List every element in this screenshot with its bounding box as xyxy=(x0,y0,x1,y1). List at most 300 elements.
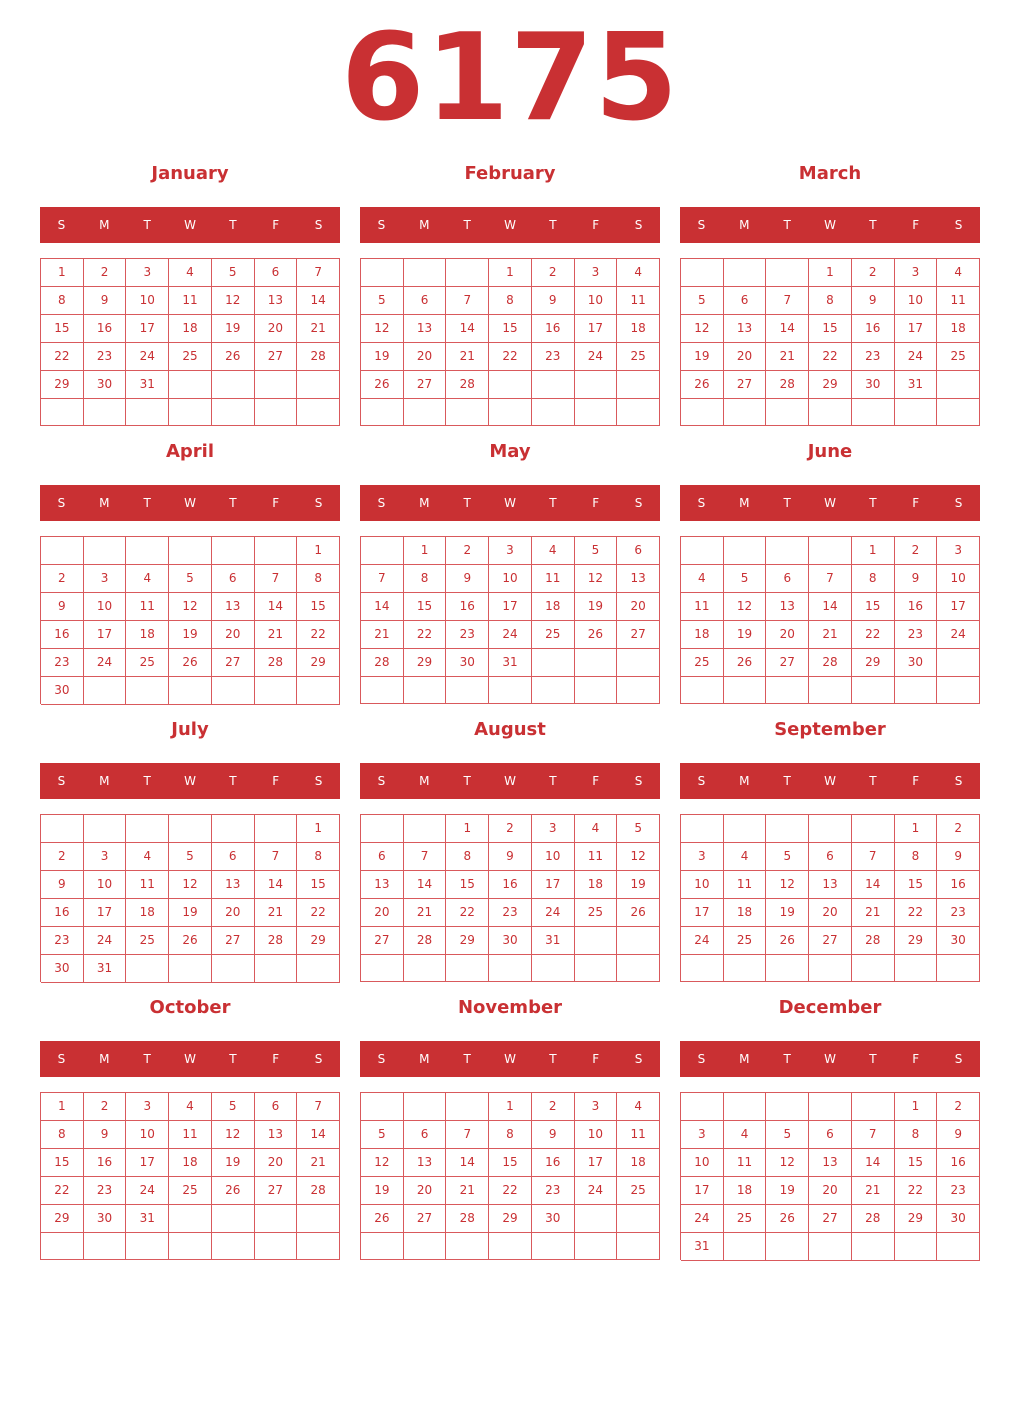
day-cell: 11 xyxy=(575,843,618,871)
day-cell: 6 xyxy=(809,1121,852,1149)
empty-day-cell xyxy=(681,537,724,565)
weekday-label: M xyxy=(99,496,110,510)
day-cell: 4 xyxy=(724,1121,767,1149)
empty-day-cell xyxy=(404,677,447,704)
weekday-label: T xyxy=(463,496,471,510)
empty-day-cell xyxy=(41,399,84,426)
empty-day-cell xyxy=(617,955,660,982)
day-cell: 9 xyxy=(532,287,575,315)
weekday-label: F xyxy=(272,496,280,510)
day-cell: 26 xyxy=(361,371,404,399)
day-cell: 18 xyxy=(126,621,169,649)
weekday-header xyxy=(680,1041,980,1077)
day-cell: 12 xyxy=(766,1149,809,1177)
weekday-header xyxy=(360,763,660,799)
weekday-label: M xyxy=(739,774,750,788)
day-cell: 31 xyxy=(84,955,127,983)
day-cell: 8 xyxy=(446,843,489,871)
day-cell: 20 xyxy=(255,315,298,343)
day-cell: 20 xyxy=(404,343,447,371)
weekday-label: W xyxy=(824,496,836,510)
empty-day-cell xyxy=(255,1205,298,1233)
empty-day-cell xyxy=(575,955,618,982)
weekday-label: S xyxy=(57,1052,66,1066)
day-cell: 27 xyxy=(212,927,255,955)
day-cell: 20 xyxy=(361,899,404,927)
days-grid xyxy=(680,258,980,426)
day-cell: 10 xyxy=(575,1121,618,1149)
day-cell: 3 xyxy=(575,1093,618,1121)
day-cell: 22 xyxy=(297,899,340,927)
day-cell: 9 xyxy=(489,843,532,871)
day-cell: 14 xyxy=(297,287,340,315)
weekday-label: T xyxy=(783,1052,791,1066)
day-cell: 10 xyxy=(532,843,575,871)
empty-day-cell xyxy=(361,537,404,565)
empty-day-cell xyxy=(361,1233,404,1260)
day-cell: 8 xyxy=(895,1121,938,1149)
day-cell: 10 xyxy=(126,1121,169,1149)
day-cell: 25 xyxy=(617,343,660,371)
day-cell: 11 xyxy=(724,871,767,899)
day-cell: 3 xyxy=(895,259,938,287)
weekday-label: W xyxy=(504,496,516,510)
day-cell: 24 xyxy=(575,343,618,371)
weekday-label: S xyxy=(314,774,323,788)
day-cell: 2 xyxy=(84,259,127,287)
day-cell: 7 xyxy=(446,1121,489,1149)
day-cell: 8 xyxy=(297,843,340,871)
day-cell: 6 xyxy=(361,843,404,871)
empty-day-cell xyxy=(404,815,447,843)
day-cell: 19 xyxy=(724,621,767,649)
day-cell: 12 xyxy=(766,871,809,899)
weekday-label: S xyxy=(954,1052,963,1066)
day-cell: 3 xyxy=(937,537,980,565)
empty-day-cell xyxy=(532,955,575,982)
day-cell: 26 xyxy=(766,927,809,955)
day-cell: 10 xyxy=(681,871,724,899)
day-cell: 1 xyxy=(297,815,340,843)
weekday-label: M xyxy=(739,218,750,232)
day-cell: 20 xyxy=(809,899,852,927)
day-cell: 18 xyxy=(617,315,660,343)
empty-day-cell xyxy=(852,399,895,426)
empty-day-cell xyxy=(724,1093,767,1121)
empty-day-cell xyxy=(809,955,852,982)
weekday-label: T xyxy=(463,1052,471,1066)
day-cell: 4 xyxy=(681,565,724,593)
day-cell: 10 xyxy=(84,593,127,621)
day-cell: 25 xyxy=(937,343,980,371)
day-cell: 19 xyxy=(212,315,255,343)
empty-day-cell xyxy=(575,1233,618,1260)
day-cell: 1 xyxy=(809,259,852,287)
day-cell: 18 xyxy=(681,621,724,649)
weekday-label: F xyxy=(912,496,920,510)
empty-day-cell xyxy=(446,677,489,704)
empty-day-cell xyxy=(361,677,404,704)
empty-day-cell xyxy=(575,649,618,677)
day-cell: 9 xyxy=(84,1121,127,1149)
day-cell: 2 xyxy=(41,843,84,871)
day-cell: 16 xyxy=(937,1149,980,1177)
empty-day-cell xyxy=(575,927,618,955)
day-cell: 15 xyxy=(297,871,340,899)
day-cell: 19 xyxy=(361,343,404,371)
empty-day-cell xyxy=(297,1233,340,1260)
empty-day-cell xyxy=(126,537,169,565)
day-cell: 13 xyxy=(255,1121,298,1149)
empty-day-cell xyxy=(809,1233,852,1261)
day-cell: 15 xyxy=(404,593,447,621)
day-cell: 28 xyxy=(852,1205,895,1233)
day-cell: 15 xyxy=(895,871,938,899)
days-grid xyxy=(360,536,660,704)
day-cell: 6 xyxy=(766,565,809,593)
days-grid xyxy=(680,1092,980,1260)
day-cell: 7 xyxy=(297,1093,340,1121)
day-cell: 21 xyxy=(446,343,489,371)
day-cell: 28 xyxy=(446,371,489,399)
day-cell: 13 xyxy=(809,871,852,899)
day-cell: 2 xyxy=(84,1093,127,1121)
day-cell: 26 xyxy=(617,899,660,927)
day-cell: 23 xyxy=(84,1177,127,1205)
weekday-label: S xyxy=(697,218,706,232)
day-cell: 30 xyxy=(41,677,84,705)
day-cell: 4 xyxy=(617,1093,660,1121)
day-cell: 8 xyxy=(41,1121,84,1149)
day-cell: 6 xyxy=(404,287,447,315)
day-cell: 25 xyxy=(532,621,575,649)
empty-day-cell xyxy=(617,371,660,399)
day-cell: 12 xyxy=(617,843,660,871)
day-cell: 24 xyxy=(84,649,127,677)
day-cell: 7 xyxy=(255,565,298,593)
day-cell: 24 xyxy=(126,1177,169,1205)
day-cell: 14 xyxy=(852,871,895,899)
day-cell: 12 xyxy=(169,871,212,899)
day-cell: 9 xyxy=(446,565,489,593)
day-cell: 29 xyxy=(297,649,340,677)
day-cell: 26 xyxy=(361,1205,404,1233)
empty-day-cell xyxy=(852,815,895,843)
day-cell: 31 xyxy=(532,927,575,955)
day-cell: 2 xyxy=(937,815,980,843)
weekday-label: F xyxy=(272,1052,280,1066)
day-cell: 25 xyxy=(169,343,212,371)
days-grid xyxy=(680,814,980,982)
day-cell: 12 xyxy=(212,1121,255,1149)
day-cell: 23 xyxy=(937,899,980,927)
weekday-label: T xyxy=(549,774,557,788)
day-cell: 3 xyxy=(575,259,618,287)
day-cell: 2 xyxy=(852,259,895,287)
weekday-label: T xyxy=(783,496,791,510)
day-cell: 26 xyxy=(169,649,212,677)
day-cell: 7 xyxy=(404,843,447,871)
weekday-label: F xyxy=(912,1052,920,1066)
day-cell: 19 xyxy=(766,1177,809,1205)
weekday-label: W xyxy=(504,774,516,788)
day-cell: 2 xyxy=(41,565,84,593)
day-cell: 13 xyxy=(766,593,809,621)
day-cell: 23 xyxy=(895,621,938,649)
day-cell: 16 xyxy=(489,871,532,899)
day-cell: 25 xyxy=(126,649,169,677)
day-cell: 10 xyxy=(575,287,618,315)
day-cell: 21 xyxy=(255,899,298,927)
day-cell: 21 xyxy=(852,1177,895,1205)
days-grid xyxy=(360,814,660,982)
day-cell: 14 xyxy=(255,593,298,621)
day-cell: 20 xyxy=(809,1177,852,1205)
day-cell: 11 xyxy=(532,565,575,593)
day-cell: 28 xyxy=(297,1177,340,1205)
weekday-header xyxy=(360,1041,660,1077)
day-cell: 24 xyxy=(489,621,532,649)
day-cell: 17 xyxy=(532,871,575,899)
weekday-label: W xyxy=(824,774,836,788)
day-cell: 4 xyxy=(532,537,575,565)
weekday-label: S xyxy=(697,1052,706,1066)
weekday-label: T xyxy=(143,218,151,232)
day-cell: 3 xyxy=(126,1093,169,1121)
day-cell: 30 xyxy=(489,927,532,955)
empty-day-cell xyxy=(937,371,980,399)
weekday-label: T xyxy=(143,496,151,510)
day-cell: 19 xyxy=(766,899,809,927)
day-cell: 15 xyxy=(41,315,84,343)
month-name: March xyxy=(798,163,862,184)
day-cell: 21 xyxy=(297,315,340,343)
day-cell: 31 xyxy=(126,371,169,399)
weekday-label: S xyxy=(377,496,386,510)
weekday-label: T xyxy=(463,774,471,788)
day-cell: 28 xyxy=(255,927,298,955)
day-cell: 18 xyxy=(617,1149,660,1177)
days-grid xyxy=(40,258,340,426)
day-cell: 21 xyxy=(809,621,852,649)
day-cell: 28 xyxy=(852,927,895,955)
day-cell: 24 xyxy=(681,927,724,955)
day-cell: 24 xyxy=(126,343,169,371)
day-cell: 30 xyxy=(852,371,895,399)
day-cell: 25 xyxy=(724,927,767,955)
weekday-label: S xyxy=(634,218,643,232)
day-cell: 5 xyxy=(617,815,660,843)
empty-day-cell xyxy=(937,955,980,982)
empty-day-cell xyxy=(41,537,84,565)
day-cell: 19 xyxy=(169,621,212,649)
empty-day-cell xyxy=(809,399,852,426)
day-cell: 1 xyxy=(446,815,489,843)
empty-day-cell xyxy=(532,371,575,399)
month-name: August xyxy=(474,719,546,740)
day-cell: 21 xyxy=(361,621,404,649)
day-cell: 30 xyxy=(937,927,980,955)
day-cell: 18 xyxy=(532,593,575,621)
days-grid xyxy=(40,814,340,982)
day-cell: 20 xyxy=(404,1177,447,1205)
empty-day-cell xyxy=(489,677,532,704)
weekday-label: M xyxy=(99,774,110,788)
day-cell: 10 xyxy=(489,565,532,593)
day-cell: 15 xyxy=(809,315,852,343)
day-cell: 9 xyxy=(41,871,84,899)
day-cell: 5 xyxy=(766,843,809,871)
empty-day-cell xyxy=(681,955,724,982)
empty-day-cell xyxy=(255,371,298,399)
day-cell: 24 xyxy=(575,1177,618,1205)
empty-day-cell xyxy=(937,649,980,677)
empty-day-cell xyxy=(766,815,809,843)
day-cell: 1 xyxy=(895,815,938,843)
day-cell: 26 xyxy=(212,343,255,371)
weekday-header xyxy=(680,207,980,243)
day-cell: 3 xyxy=(681,1121,724,1149)
day-cell: 9 xyxy=(852,287,895,315)
day-cell: 6 xyxy=(724,287,767,315)
empty-day-cell xyxy=(852,1233,895,1261)
weekday-label: T xyxy=(143,774,151,788)
empty-day-cell xyxy=(169,537,212,565)
day-cell: 8 xyxy=(895,843,938,871)
day-cell: 27 xyxy=(617,621,660,649)
empty-day-cell xyxy=(681,815,724,843)
day-cell: 30 xyxy=(937,1205,980,1233)
weekday-label: W xyxy=(824,218,836,232)
day-cell: 10 xyxy=(126,287,169,315)
day-cell: 1 xyxy=(41,259,84,287)
weekday-label: T xyxy=(783,218,791,232)
day-cell: 4 xyxy=(169,1093,212,1121)
day-cell: 30 xyxy=(84,371,127,399)
day-cell: 24 xyxy=(681,1205,724,1233)
weekday-label: M xyxy=(419,496,430,510)
day-cell: 18 xyxy=(575,871,618,899)
weekday-label: T xyxy=(869,218,877,232)
day-cell: 27 xyxy=(766,649,809,677)
empty-day-cell xyxy=(255,399,298,426)
day-cell: 2 xyxy=(532,259,575,287)
day-cell: 23 xyxy=(852,343,895,371)
day-cell: 3 xyxy=(532,815,575,843)
weekday-header xyxy=(40,485,340,521)
empty-day-cell xyxy=(809,537,852,565)
weekday-label: T xyxy=(463,218,471,232)
day-cell: 16 xyxy=(937,871,980,899)
weekday-label: T xyxy=(549,218,557,232)
weekday-label: T xyxy=(869,496,877,510)
day-cell: 19 xyxy=(212,1149,255,1177)
days-grid xyxy=(360,258,660,426)
weekday-label: W xyxy=(504,1052,516,1066)
empty-day-cell xyxy=(937,677,980,704)
day-cell: 6 xyxy=(617,537,660,565)
month-name: May xyxy=(489,441,531,462)
empty-day-cell xyxy=(489,955,532,982)
empty-day-cell xyxy=(297,1205,340,1233)
weekday-label: S xyxy=(954,218,963,232)
month-name: September xyxy=(774,719,886,740)
empty-day-cell xyxy=(532,1233,575,1260)
day-cell: 20 xyxy=(617,593,660,621)
day-cell: 14 xyxy=(404,871,447,899)
day-cell: 14 xyxy=(446,1149,489,1177)
day-cell: 1 xyxy=(489,259,532,287)
day-cell: 17 xyxy=(126,315,169,343)
day-cell: 16 xyxy=(852,315,895,343)
day-cell: 31 xyxy=(895,371,938,399)
empty-day-cell xyxy=(84,1233,127,1260)
day-cell: 15 xyxy=(895,1149,938,1177)
weekday-label: S xyxy=(634,1052,643,1066)
day-cell: 7 xyxy=(852,843,895,871)
day-cell: 31 xyxy=(489,649,532,677)
empty-day-cell xyxy=(575,399,618,426)
empty-day-cell xyxy=(724,815,767,843)
day-cell: 16 xyxy=(532,1149,575,1177)
day-cell: 21 xyxy=(297,1149,340,1177)
day-cell: 10 xyxy=(84,871,127,899)
day-cell: 27 xyxy=(255,1177,298,1205)
day-cell: 27 xyxy=(404,371,447,399)
empty-day-cell xyxy=(724,259,767,287)
empty-day-cell xyxy=(852,1093,895,1121)
day-cell: 18 xyxy=(169,1149,212,1177)
day-cell: 29 xyxy=(489,1205,532,1233)
day-cell: 18 xyxy=(724,899,767,927)
day-cell: 15 xyxy=(297,593,340,621)
weekday-label: S xyxy=(634,774,643,788)
day-cell: 30 xyxy=(532,1205,575,1233)
weekday-label: S xyxy=(314,496,323,510)
day-cell: 27 xyxy=(212,649,255,677)
day-cell: 20 xyxy=(766,621,809,649)
empty-day-cell xyxy=(681,1093,724,1121)
day-cell: 12 xyxy=(361,1149,404,1177)
day-cell: 11 xyxy=(937,287,980,315)
day-cell: 28 xyxy=(446,1205,489,1233)
empty-day-cell xyxy=(404,1233,447,1260)
empty-day-cell xyxy=(852,955,895,982)
day-cell: 24 xyxy=(937,621,980,649)
weekday-label: T xyxy=(229,1052,237,1066)
day-cell: 9 xyxy=(41,593,84,621)
day-cell: 29 xyxy=(446,927,489,955)
weekday-label: S xyxy=(954,496,963,510)
day-cell: 2 xyxy=(895,537,938,565)
empty-day-cell xyxy=(766,537,809,565)
empty-day-cell xyxy=(766,399,809,426)
day-cell: 13 xyxy=(212,871,255,899)
month-name: October xyxy=(149,997,231,1018)
weekday-label: F xyxy=(592,218,600,232)
day-cell: 23 xyxy=(446,621,489,649)
empty-day-cell xyxy=(724,399,767,426)
empty-day-cell xyxy=(809,677,852,704)
day-cell: 8 xyxy=(852,565,895,593)
day-cell: 12 xyxy=(575,565,618,593)
empty-day-cell xyxy=(255,1233,298,1260)
weekday-label: S xyxy=(377,774,386,788)
day-cell: 11 xyxy=(617,1121,660,1149)
day-cell: 1 xyxy=(404,537,447,565)
weekday-label: F xyxy=(912,774,920,788)
day-cell: 5 xyxy=(681,287,724,315)
